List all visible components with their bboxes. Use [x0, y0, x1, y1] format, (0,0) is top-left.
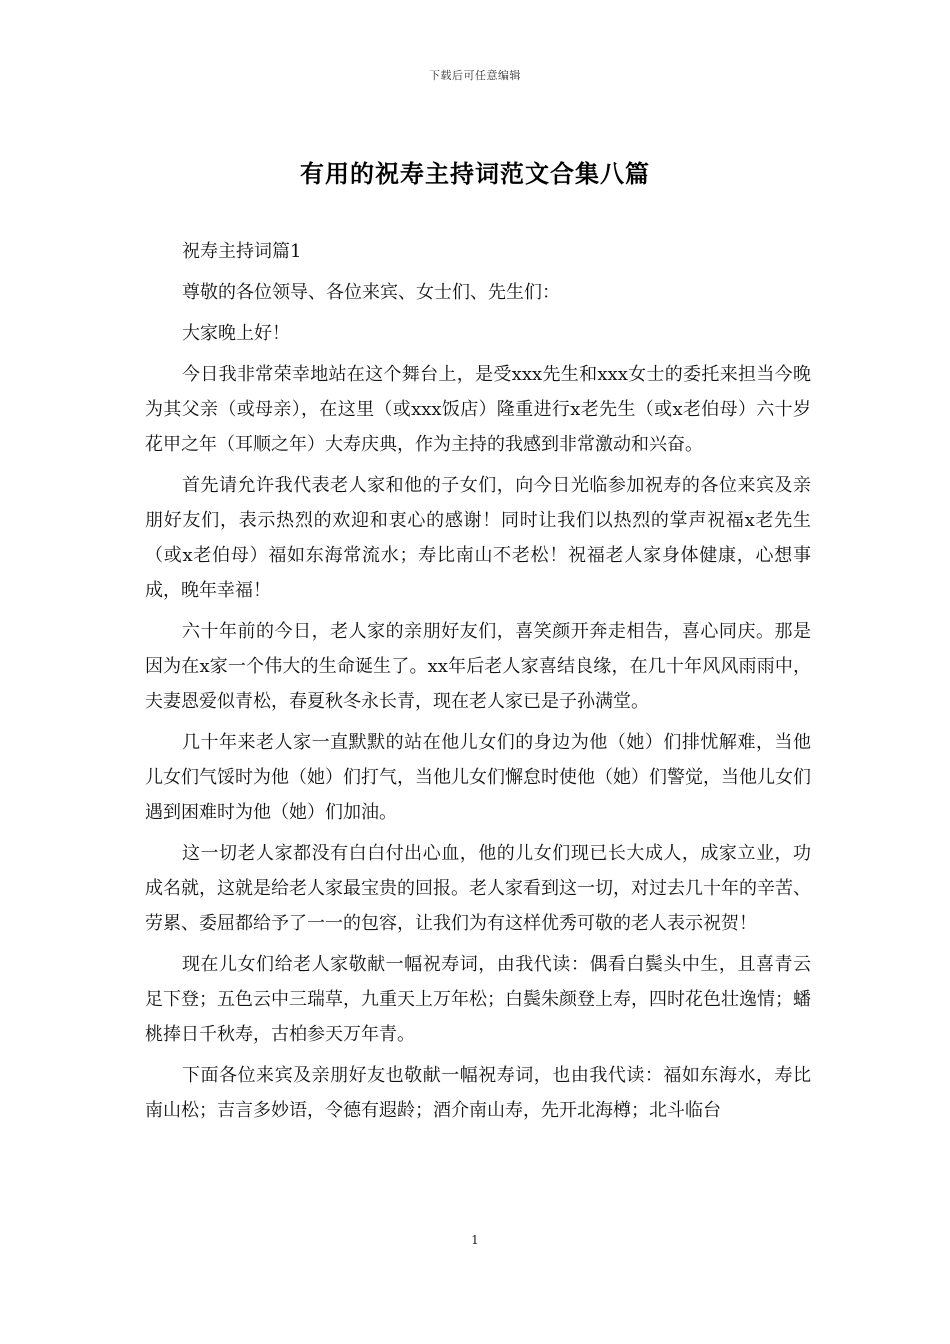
paragraph: 六十年前的今日，老人家的亲朋好友们，喜笑颜开奔走相告，喜心同庆。那是因为在x家一个伟大的生命诞生了。xx年后老人家喜结良缘，在几十年风风雨雨中，夫妻恩爱似青松，春夏秋冬永长青，现在老人家已是子孙满堂。 — [145, 621, 811, 712]
paragraph: 几十年来老人家一直默默的站在他儿女们的身边为他（她）们排忧解难，当他儿女们气馁时为他（她）们打气，当他儿女们懈怠时使他（她）们警觉，当他儿女们遇到困难时为他（她）们加油。 — [145, 732, 811, 823]
header-note: 下载后可任意编辑 — [429, 69, 521, 82]
paragraph: 现在儿女们给老人家敬献一幅祝寿词，由我代读：偶看白鬓头中生，且喜青云足下登；五色云中三瑞草，九重天上万年松；白鬓朱颜登上寿，四时花色壮逸情；蟠桃捧日千秋寿，古柏参天万年青。 — [145, 954, 811, 1045]
paragraph-salutation: 尊敬的各位领导、各位来宾、女士们、先生们： — [182, 282, 560, 303]
paragraph: 首先请允许我代表老人家和他的子女们，向今日光临参加祝寿的各位来宾及亲朋好友们，表示热烈的欢迎和衷心的感谢！同时让我们以热烈的掌声祝福x老先生（或x老伯母）福如东海常流水；寿比南山不老松！祝福老人家身体健康，心想事成，晚年幸福！ — [145, 475, 811, 601]
page-number: 1 — [471, 1233, 479, 1247]
paragraph: 今日我非常荣幸地站在这个舞台上，是受xxx先生和xxx女士的委托来担当今晚为其父亲（或母亲），在这里（或xxx饭店）隆重进行x老先生（或x老伯母）六十岁花甲之年（耳顺之年）大寿庆典，作为主持的我感到非常激动和兴奋。 — [145, 364, 811, 455]
paragraph: 下面各位来宾及亲朋好友也敬献一幅祝寿词，也由我代读：福如东海水，寿比南山松；吉言多妙语，令德有遐龄；酒介南山寿，先开北海樽；北斗临台 — [145, 1065, 811, 1121]
paragraph-greeting: 大家晚上好！ — [182, 323, 290, 344]
document-title: 有用的祝寿主持词范文合集八篇 — [300, 159, 650, 188]
paragraph-section-heading: 祝寿主持词篇1 — [182, 241, 302, 262]
paragraph: 这一切老人家都没有白白付出心血，他的儿女们现已长大成人，成家立业，功成名就，这就是给老人家最宝贵的回报。老人家看到这一切，对过去几十年的辛苦、劳累、委屈都给予了一一的包容，让我们为有这样优秀可敬的老人表示祝贺！ — [145, 843, 811, 934]
document-body — [145, 234, 811, 1134]
